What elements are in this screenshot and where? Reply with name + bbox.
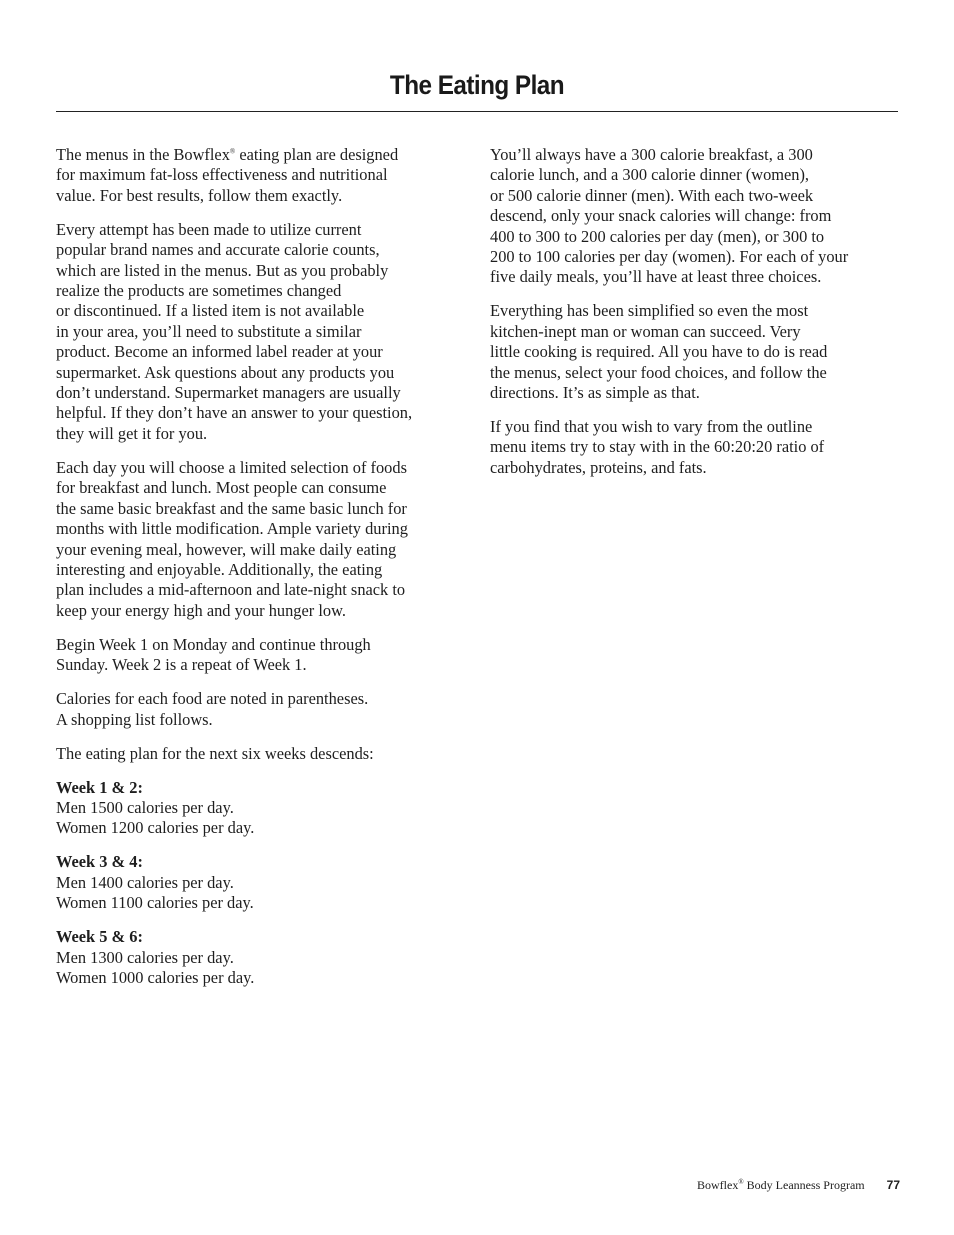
- text-line: your evening meal, however, will make daily eating: [56, 539, 397, 559]
- text-fragment: eating plan are designed: [235, 145, 399, 164]
- week-heading: Week 5 & 6:: [56, 927, 143, 947]
- paragraph-ratio: [490, 417, 902, 478]
- text-line: Everything has been simplified so even the most: [490, 301, 809, 321]
- text-line: Sunday. Week 2 is a repeat of Week 1.: [56, 655, 307, 675]
- page-number: 77: [886, 1178, 900, 1192]
- text-line: carbohydrates, proteins, and fats.: [490, 457, 707, 477]
- men-calories: Men 1400 calories per day.: [56, 872, 234, 892]
- text-line: calorie lunch, and a 300 calorie dinner (women),: [490, 165, 810, 185]
- registered-mark: ®: [229, 147, 236, 156]
- text-line: Calories for each food are noted in parentheses.: [56, 689, 369, 709]
- text-line: Every attempt has been made to utilize current: [56, 219, 362, 239]
- week-heading: Week 1 & 2:: [56, 777, 143, 797]
- paragraph-daily-selection: [56, 458, 466, 621]
- text-line: they will get it for you.: [56, 423, 208, 443]
- footer-brand: Bowflex: [697, 1178, 739, 1192]
- text-line: Begin Week 1 on Monday and continue through: [56, 634, 371, 654]
- week-block-1-2: [56, 778, 466, 839]
- text-line: You’ll always have a 300 calorie breakfast, a 300: [490, 145, 813, 164]
- paragraph-intro: [56, 145, 466, 206]
- week-heading: Week 3 & 4:: [56, 852, 143, 872]
- text-line: realize the products are sometimes changed: [56, 281, 342, 301]
- text-line: product. Become an informed label reader at your: [56, 342, 383, 362]
- text-line: kitchen-inept man or woman can succeed. Very: [490, 321, 801, 341]
- text-line: The eating plan for the next six weeks descends:: [56, 743, 374, 763]
- text-line: plan includes a mid-afternoon and late-night snack to: [56, 580, 406, 600]
- text-line: menu items try to stay with in the 60:20:20 ratio of: [490, 437, 825, 457]
- text-line: value. For best results, follow them exactly.: [56, 185, 343, 205]
- men-calories: Men 1300 calories per day.: [56, 947, 234, 967]
- men-calories: Men 1500 calories per day.: [56, 797, 234, 817]
- text-line: descend, only your snack calories will change: from: [490, 206, 832, 226]
- text-line: for breakfast and lunch. Most people can consume: [56, 478, 387, 498]
- paragraph-calories-note: [56, 689, 466, 730]
- text-line: interesting and enjoyable. Additionally, the eating: [56, 559, 383, 579]
- text-line: helpful. If they don’t have an answer to your question,: [56, 403, 413, 423]
- text-line: the same basic breakfast and the same basic lunch for: [56, 498, 407, 518]
- text-line: 200 to 100 calories per day (women). For each of your: [490, 247, 849, 267]
- women-calories: Women 1200 calories per day.: [56, 818, 255, 838]
- paragraph-simplified: [490, 301, 902, 403]
- women-calories: Women 1100 calories per day.: [56, 893, 254, 913]
- week-block-3-4: [56, 852, 466, 913]
- text-line: for maximum fat-loss effectiveness and nutritional: [56, 165, 388, 185]
- paragraph-descends: [56, 744, 466, 764]
- text-line: If you find that you wish to vary from the outline: [490, 417, 813, 437]
- footer-program: Body Leanness Program: [743, 1178, 865, 1192]
- text-line: A shopping list follows.: [56, 709, 213, 729]
- title-divider: [56, 111, 898, 112]
- text-line: directions. It’s as simple as that.: [490, 383, 700, 403]
- text-line: which are listed in the menus. But as you probably: [56, 260, 389, 280]
- paragraph-brand-names: [56, 220, 466, 444]
- right-column: [490, 145, 902, 492]
- text-line: or discontinued. If a listed item is not available: [56, 301, 365, 321]
- women-calories: Women 1000 calories per day.: [56, 967, 255, 987]
- text-fragment: The menus in the Bowflex: [56, 145, 230, 164]
- text-line: little cooking is required. All you have to do is read: [490, 342, 828, 362]
- paragraph-week-start: [56, 635, 466, 676]
- text-line: in your area, you’ll need to substitute a similar: [56, 321, 362, 341]
- week-block-5-6: [56, 927, 466, 988]
- text-line: five daily meals, you’ll have at least three choices.: [490, 267, 822, 287]
- paragraph-meal-calories: [490, 145, 902, 288]
- text-line: [56, 145, 466, 165]
- text-line: 400 to 300 to 200 calories per day (men), or 300 to: [490, 226, 825, 246]
- page-footer: [697, 1178, 900, 1193]
- registered-mark: ®: [738, 1178, 744, 1186]
- page-title: The Eating Plan: [389, 70, 565, 100]
- left-column: [56, 145, 466, 1002]
- text-line: months with little modification. Ample variety during: [56, 519, 408, 539]
- text-line: supermarket. Ask questions about any products you: [56, 362, 395, 382]
- text-line: don’t understand. Supermarket managers are usually: [56, 383, 401, 403]
- text-line: popular brand names and accurate calorie counts,: [56, 240, 380, 260]
- text-line: or 500 calorie dinner (men). With each two-week: [490, 185, 814, 205]
- text-line: keep your energy high and your hunger low.: [56, 600, 346, 620]
- text-line: the menus, select your food choices, and follow the: [490, 362, 827, 382]
- text-line: Each day you will choose a limited selection of foods: [56, 457, 407, 477]
